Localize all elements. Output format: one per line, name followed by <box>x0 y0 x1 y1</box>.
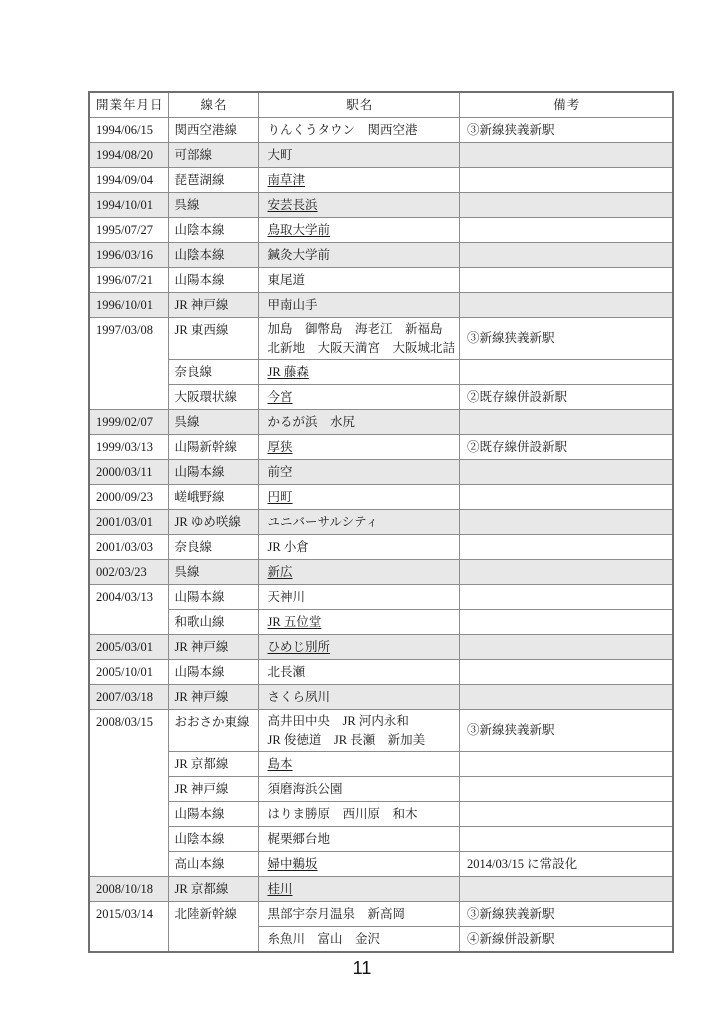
table-row <box>89 635 673 660</box>
cell-note <box>460 685 673 710</box>
cell-date: 2000/03/11 <box>89 460 168 485</box>
table-row <box>89 168 673 193</box>
cell-station: 梶栗郷台地 <box>258 827 460 852</box>
cell-line: 嵯峨野線 <box>168 485 258 510</box>
cell-station: 円町 <box>258 485 460 510</box>
station-list-line2: 北新地 大阪天満宮 大阪城北詰 <box>267 340 456 355</box>
cell-note: ④新線併設新駅 <box>460 927 673 953</box>
cell-date: 2008/10/18 <box>89 877 168 902</box>
table-row <box>89 268 673 293</box>
cell-line: 高山本線 <box>168 852 258 877</box>
cell-station: 南草津 <box>258 168 460 193</box>
cell-line: 奈良線 <box>168 360 258 385</box>
table-row <box>89 510 673 535</box>
cell-note <box>460 485 673 510</box>
cell-note <box>460 243 673 268</box>
header-date: 開業年月日 <box>89 92 168 118</box>
cell-date: 2015/03/14 <box>89 902 168 953</box>
table-row <box>89 143 673 168</box>
cell-line: 大阪環状線 <box>168 385 258 410</box>
cell-date: 1996/03/16 <box>89 243 168 268</box>
station-list-line1: 高井田中央 JR 河内永和 <box>267 713 409 728</box>
table-row <box>89 193 673 218</box>
header-line: 線名 <box>168 92 258 118</box>
cell-note <box>460 510 673 535</box>
cell-date: 2005/03/01 <box>89 635 168 660</box>
header-note: 備考 <box>460 92 673 118</box>
cell-note <box>460 143 673 168</box>
cell-station <box>258 710 460 752</box>
cell-date: 1996/10/01 <box>89 293 168 318</box>
table-row <box>89 585 673 610</box>
cell-note: 2014/03/15 に常設化 <box>460 852 673 877</box>
cell-line: 山陰本線 <box>168 218 258 243</box>
cell-date: 1995/07/27 <box>89 218 168 243</box>
cell-note: ②既存線併設新駅 <box>460 435 673 460</box>
cell-note <box>460 827 673 852</box>
cell-note <box>460 560 673 585</box>
table-row <box>89 243 673 268</box>
station-list-line1: 加島 御幣島 海老江 新福島 <box>267 321 443 336</box>
cell-station: 婦中鵜坂 <box>258 852 460 877</box>
cell-line: 山陽本線 <box>168 660 258 685</box>
cell-line: JR 京都線 <box>168 877 258 902</box>
stations-table <box>88 91 674 953</box>
cell-station <box>258 318 460 360</box>
cell-note <box>460 360 673 385</box>
cell-note <box>460 660 673 685</box>
page-number: 11 <box>352 958 372 978</box>
cell-line: 山陽本線 <box>168 268 258 293</box>
cell-note: ③新線狭義新駅 <box>460 118 673 143</box>
cell-note <box>460 168 673 193</box>
cell-note <box>460 460 673 485</box>
cell-line: JR 神戸線 <box>168 635 258 660</box>
cell-date: 2008/03/15 <box>89 710 168 877</box>
cell-date: 1997/03/08 <box>89 318 168 410</box>
cell-note <box>460 877 673 902</box>
cell-date: 1994/09/04 <box>89 168 168 193</box>
table-row <box>89 660 673 685</box>
table-row <box>89 410 673 435</box>
cell-note <box>460 802 673 827</box>
cell-station: 東尾道 <box>258 268 460 293</box>
cell-line: 奈良線 <box>168 535 258 560</box>
cell-station: JR 五位堂 <box>258 610 460 635</box>
cell-station: 黒部宇奈月温泉 新高岡 <box>258 902 460 927</box>
table-row <box>89 752 673 777</box>
cell-station: 安芸長浜 <box>258 193 460 218</box>
table-row <box>89 435 673 460</box>
table-row <box>89 802 673 827</box>
cell-date: 2007/03/18 <box>89 685 168 710</box>
cell-date: 2004/03/13 <box>89 585 168 635</box>
cell-station: ひめじ別所 <box>258 635 460 660</box>
cell-station: 糸魚川 富山 金沢 <box>258 927 460 953</box>
cell-date: 1994/08/20 <box>89 143 168 168</box>
cell-note <box>460 268 673 293</box>
cell-line: JR 神戸線 <box>168 777 258 802</box>
cell-station: 須磨海浜公園 <box>258 777 460 802</box>
cell-date: 002/03/23 <box>89 560 168 585</box>
header-station: 駅名 <box>258 92 460 118</box>
cell-line: 北陸新幹線 <box>168 902 258 953</box>
cell-note <box>460 585 673 610</box>
table-row <box>89 852 673 877</box>
cell-station: 鳥取大学前 <box>258 218 460 243</box>
cell-date: 1994/06/15 <box>89 118 168 143</box>
cell-note <box>460 535 673 560</box>
cell-date: 1999/02/07 <box>89 410 168 435</box>
cell-note: ③新線狭義新駅 <box>460 902 673 927</box>
table-row <box>89 360 673 385</box>
cell-line: おおさか東線 <box>168 710 258 752</box>
cell-line: JR 神戸線 <box>168 685 258 710</box>
cell-station: かるが浜 水尻 <box>258 410 460 435</box>
table-row <box>89 460 673 485</box>
cell-line: 山陽本線 <box>168 802 258 827</box>
cell-line: 琵琶湖線 <box>168 168 258 193</box>
cell-station: 鍼灸大学前 <box>258 243 460 268</box>
cell-note <box>460 635 673 660</box>
table-row <box>89 293 673 318</box>
cell-date: 1996/07/21 <box>89 268 168 293</box>
cell-line: JR ゆめ咲線 <box>168 510 258 535</box>
cell-line: 呉線 <box>168 410 258 435</box>
table-row <box>89 385 673 410</box>
cell-note <box>460 218 673 243</box>
cell-station: JR 小倉 <box>258 535 460 560</box>
cell-note <box>460 610 673 635</box>
cell-note: ②既存線併設新駅 <box>460 385 673 410</box>
cell-line: 可部線 <box>168 143 258 168</box>
cell-station: りんくうタウン 関西空港 <box>258 118 460 143</box>
cell-station: 桂川 <box>258 877 460 902</box>
cell-station: 大町 <box>258 143 460 168</box>
cell-station: 新広 <box>258 560 460 585</box>
cell-line: 山陰本線 <box>168 827 258 852</box>
cell-station: 甲南山手 <box>258 293 460 318</box>
cell-line: 山陰本線 <box>168 243 258 268</box>
table-row <box>89 485 673 510</box>
station-list-line2: JR 俊徳道 JR 長瀬 新加美 <box>267 732 426 747</box>
cell-station: さくら夙川 <box>258 685 460 710</box>
table-row <box>89 685 673 710</box>
cell-line: JR 神戸線 <box>168 293 258 318</box>
cell-note <box>460 777 673 802</box>
table-row <box>89 827 673 852</box>
cell-note: ③新線狭義新駅 <box>460 710 673 752</box>
cell-line: 呉線 <box>168 560 258 585</box>
cell-date: 1994/10/01 <box>89 193 168 218</box>
cell-note <box>460 752 673 777</box>
cell-station: 前空 <box>258 460 460 485</box>
cell-note <box>460 293 673 318</box>
cell-station: ユニバーサルシティ <box>258 510 460 535</box>
cell-line: 関西空港線 <box>168 118 258 143</box>
table-row <box>89 877 673 902</box>
table-row <box>89 777 673 802</box>
cell-station: JR 藤森 <box>258 360 460 385</box>
cell-date: 1999/03/13 <box>89 435 168 460</box>
cell-date: 2001/03/03 <box>89 535 168 560</box>
cell-line: 山陽本線 <box>168 585 258 610</box>
table-row <box>89 318 673 360</box>
table-row <box>89 535 673 560</box>
cell-date: 2001/03/01 <box>89 510 168 535</box>
cell-station: 厚狭 <box>258 435 460 460</box>
cell-station: はりま勝原 西川原 和木 <box>258 802 460 827</box>
cell-line: 山陽新幹線 <box>168 435 258 460</box>
cell-note <box>460 410 673 435</box>
cell-note <box>460 193 673 218</box>
cell-line: JR 京都線 <box>168 752 258 777</box>
cell-station: 島本 <box>258 752 460 777</box>
table-row <box>89 610 673 635</box>
table-header-row <box>89 92 673 118</box>
table-row <box>89 118 673 143</box>
table-row <box>89 218 673 243</box>
cell-line: 山陽本線 <box>168 460 258 485</box>
cell-date: 2000/09/23 <box>89 485 168 510</box>
cell-line: JR 東西線 <box>168 318 258 360</box>
cell-station: 北長瀬 <box>258 660 460 685</box>
table-row <box>89 902 673 927</box>
cell-station: 天神川 <box>258 585 460 610</box>
cell-date: 2005/10/01 <box>89 660 168 685</box>
cell-line: 和歌山線 <box>168 610 258 635</box>
table-row <box>89 710 673 752</box>
cell-note: ③新線狭義新駅 <box>460 318 673 360</box>
cell-line: 呉線 <box>168 193 258 218</box>
cell-station: 今宮 <box>258 385 460 410</box>
table-row <box>89 560 673 585</box>
